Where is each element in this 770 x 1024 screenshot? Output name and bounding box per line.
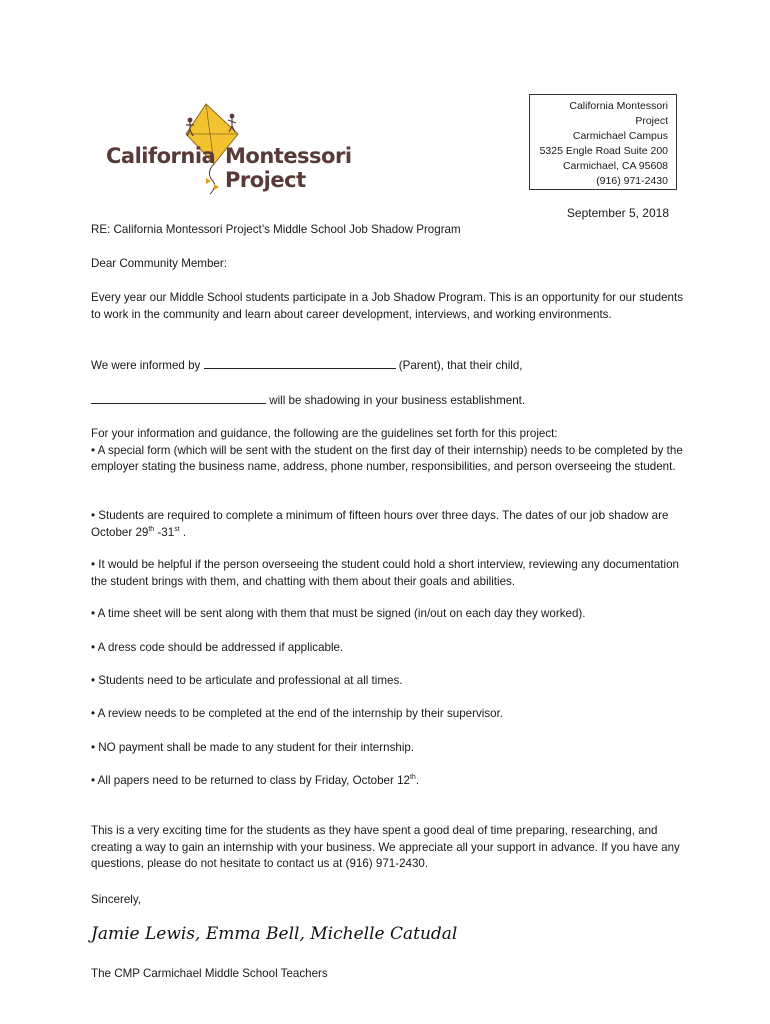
- shadowing-line: [91, 392, 691, 410]
- child-name-blank[interactable]: [91, 392, 266, 404]
- informed-pre: We were informed by: [91, 359, 201, 372]
- address-box: [529, 94, 677, 190]
- bullet-item: • Students are required to complete a minimum of fifteen hours over three days. The dates of our job shadow are October 29th -31st .: [91, 509, 669, 539]
- address-line: Project: [635, 115, 668, 127]
- parent-name-blank[interactable]: [204, 357, 396, 369]
- sincerely: Sincerely,: [91, 893, 142, 906]
- bullet-icon: •: [91, 509, 99, 522]
- bullet-item: • A review needs to be completed at the end of the internship by their supervisor.: [91, 707, 504, 720]
- address-line: 5325 Engle Road Suite 200: [539, 145, 668, 157]
- address-line: (916) 971-2430: [596, 175, 668, 187]
- salutation: Dear Community Member:: [91, 257, 227, 270]
- bullet-icon: •: [91, 443, 98, 457]
- logo-word-montessori-project: Montessori Project: [225, 144, 352, 192]
- re-line: RE: California Montessori Project’s Middle School Job Shadow Program: [91, 223, 461, 236]
- informed-line: [91, 357, 691, 375]
- bullet-item: • A time sheet will be sent along with them that must be signed (in/out on each day they worked).: [91, 607, 586, 620]
- guidelines-intro: For your information and guidance, the following are the guidelines set forth for this project:: [91, 427, 558, 440]
- bullet-icon: •: [91, 707, 98, 720]
- intro-paragraph: Every year our Middle School students participate in a Job Shadow Program. This is an opportunity for our students to work in the community and learn about career development, interviews, and working environments.: [91, 291, 684, 321]
- logo-word-california: California: [106, 144, 216, 168]
- bullet-icon: •: [91, 674, 99, 687]
- letter-date: September 5, 2018: [566, 206, 669, 220]
- bullet-icon: •: [91, 641, 98, 654]
- address-line: California Montessori: [569, 100, 668, 112]
- bullet-icon: •: [91, 774, 98, 787]
- bullet-item: • A special form (which will be sent with the student on the first day of their internship) needs to be completed by the employer stating the business name, address, phone number, responsibilities, and person overseeing the student.: [91, 443, 683, 473]
- bullet-icon: •: [91, 741, 99, 754]
- bullet-item: • It would be helpful if the person overseeing the student could hold a short interview, reviewing any documentation the student brings with them, and chatting with them about their goals and abilities.: [91, 558, 679, 588]
- signature: Jamie Lewis, Emma Bell, Michelle Catudal: [91, 924, 458, 944]
- address-line: Carmichael, CA 95608: [562, 160, 668, 172]
- bullet-item: • All papers need to be returned to class by Friday, October 12th.: [91, 774, 420, 787]
- guidelines-block: [91, 426, 691, 476]
- address-line: Carmichael Campus: [572, 130, 668, 142]
- informed-post: (Parent), that their child,: [398, 359, 523, 372]
- shadowing-post: will be shadowing in your business establishment.: [269, 394, 526, 407]
- school-logo: [88, 98, 428, 198]
- bullet-item: • Students need to be articulate and professional at all times.: [91, 674, 403, 687]
- signoff: The CMP Carmichael Middle School Teachers: [91, 967, 328, 980]
- bullet-item: • A dress code should be addressed if applicable.: [91, 641, 344, 654]
- bullet-item: • NO payment shall be made to any student for their internship.: [91, 741, 415, 754]
- closing-paragraph: This is a very exciting time for the students as they have spent a good deal of time preparing, researching, and creating a way to gain an internship with your business. We appreciate all your support in advance. If you have any questions, please do not hesitate to contact us at (916) 971-2430.: [91, 824, 680, 870]
- bullet-icon: •: [91, 607, 98, 620]
- bullet-icon: •: [91, 558, 99, 571]
